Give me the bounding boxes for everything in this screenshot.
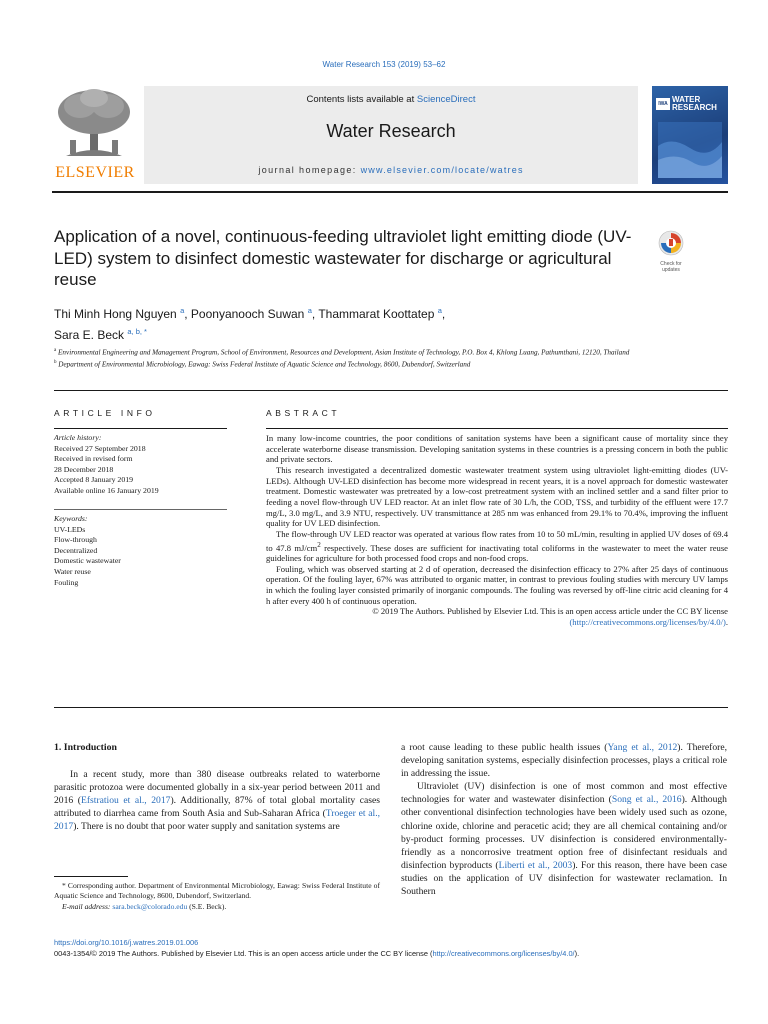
journal-name: Water Research (326, 121, 456, 141)
author-1[interactable]: Thi Minh Hong Nguyen $^a$, (54, 306, 191, 321)
abstract-paragraph: The flow-through UV LED reactor was operated at various flow rates from 10 to 50 mL/min, resulting in applied UV doses of 69.4 to 47.8 $mJ/cm^2$ respectively. These doses are sufficient for inactivating total coliforms in the wastewater to meet the water reuse guidelines for agriculture for both processed food crops and non-food crops. (266, 528, 728, 564)
body-paragraph: In a recent study, more than 380 disease outbreaks related to waterborne parasitic protozoa were documented globally in a six-year period between 2011 and 2016 (Efstratiou et al., 2017). Additionally, 87% of total global mortality cases attributed to diarrhea came from South Asia and Sub-Saharan Africa (Troeger et al., 2017). There is no doubt that poor water supply and sanitation systems are (54, 769, 381, 833)
author-4[interactable]: Sara E. Beck $^{a, b, *}$ (54, 327, 147, 342)
masthead-rule (52, 191, 728, 193)
body-column-left (54, 768, 380, 833)
journal-cover-image[interactable] (652, 86, 728, 184)
abstract-heading: ABSTRACT (266, 408, 341, 418)
elsevier-tree-logo[interactable] (52, 86, 136, 184)
citation-link[interactable]: Efstratiou et al., 2017 (80, 795, 171, 807)
affiliation-b: $^b$ Department of Environmental Microbiology, Eawag: Swiss Federal Institute of Aquatic Science and Technology, 8600, Dubendorf, Switzerland (54, 359, 471, 369)
body-paragraph: a root cause leading to these public health issues (Yang et al., 2012). Therefore, developing sanitation systems, especially disinfection processes, plays a critical role in addressing the issue. (401, 742, 727, 780)
check-updates-label: Check for updates (660, 261, 682, 273)
footnote-email: E-mail address: sara.beck@colorado.edu (S.E. Beck). (62, 901, 227, 911)
footnote-rule (54, 876, 128, 877)
history-label: Article history: (54, 433, 102, 442)
article-history (54, 433, 234, 497)
abstract-body (266, 433, 728, 628)
license-link[interactable]: (http://creativecommons.org/licenses/by/4.0/) (569, 617, 726, 628)
keyword-item: UV-LEDs (54, 524, 86, 534)
section-heading-introduction: 1. Introduction (54, 742, 117, 753)
email-link[interactable]: sara.beck@colorado.edu (112, 901, 188, 911)
history-item: Accepted 8 January 2019 (54, 475, 134, 485)
abstract-paragraph: In many low-income countries, the poor conditions of sanitation systems have been a significant cause of mortality since they accelerate waterborne disease transmission. Developing sanitation systems in these countries is a pressing concern in both the public and private sectors. (266, 433, 728, 465)
journal-homepage-line: journal homepage: www.elsevier.com/locate/watres (258, 165, 524, 175)
article-title: Application of a novel, continuous-feeding ultraviolet light emitting diode (UV-LED) system to disinfect domestic wastewater for discharge or agricultural reuse (54, 227, 632, 289)
affiliation-a: $^a$ Environmental Engineering and Management Program, School of Environment, Resources and Development, Asian Institute of Technology, P.O. Box 4, Khlong Luang, Pathumthani, 12120, Thailand (54, 348, 630, 357)
article-info-divider (54, 509, 227, 510)
author-3[interactable]: Thammarat Koottatep $^a$, (318, 306, 446, 321)
citation-link[interactable]: Liberti et al., 2003 (498, 859, 573, 871)
contents-line: Contents lists available at ScienceDirect (306, 94, 476, 105)
cover-pattern-icon (652, 86, 728, 184)
issn-line: 0043-1354/© 2019 The Authors. Published by Elsevier Ltd. This is an open access article under the CC BY license (http://creativecommons.org/licenses/by/4.0/). (54, 948, 580, 958)
page-footer (54, 938, 728, 959)
author-2[interactable]: Poonyanooch Suwan $^a$, (190, 306, 319, 321)
tree-icon (52, 86, 136, 162)
keywords (54, 514, 234, 588)
doi-link[interactable]: https://doi.org/10.1016/j.watres.2019.01.006 (54, 938, 199, 947)
abstract-paragraph: Fouling, which was observed starting at 2 d of operation, decreased the disinfection efficacy to 27% after 25 days of continuous operation. Of the fouling layer, 67% was attributed to organic matter, in contrast to previous fouling studies with mercury UV lamps in which the fouling layer consisted primarily of inorganic compounds. The fouling was reversed by off-line citric acid cleaning for 4 h after every 400 h of continuous operation. (266, 563, 728, 606)
abstract-license: © 2019 The Authors. Published by Elsevier Ltd. This is an open access article under the CC BY license (http://creativecommons.org/licenses/by/4.0/). (372, 606, 728, 628)
keyword-item: Flow-through (54, 535, 97, 545)
citation-link[interactable]: Troeger et al., 2017 (54, 808, 380, 833)
history-item: 28 December 2018 (54, 464, 114, 474)
article-info-heading: ARTICLE INFO (54, 408, 156, 418)
footnote-corresponding: * Corresponding author. Department of Environmental Microbiology, Eawag: Swiss Federal Institute of Aquatic Science and Technology, 8600, Dubendorf, Switzerland. (54, 881, 380, 901)
cover-title: WATER RESEARCH (672, 95, 717, 112)
history-item: Available online 16 January 2019 (54, 485, 159, 495)
keyword-item: Decentralized (54, 545, 98, 555)
masthead (52, 86, 728, 186)
abstract-end-rule (54, 707, 728, 708)
check-updates-icon (656, 230, 686, 256)
citation-link[interactable]: Song et al., 2016 (611, 794, 682, 806)
elsevier-wordmark: ELSEVIER (55, 164, 135, 181)
abstract-paragraph: This research investigated a decentralized domestic wastewater treatment system using ultraviolet light-emitting diodes (UV-LEDs). Although UV-LED disinfection has become more widespread in recent years, it is a novel approach for domestic wastewater treatment. Domestic wastewater was pretreated by a low-cost pretreatment system with an inclined settler and a sand filter prior to feeding a novel flow-through UV LED reactor. At an inlet flow rate of 30 L/h, the COD, TSS, and turbidity of the effluent were 17.7 mg/L, 3.0 mg/L, and 3.9 NTU, respectively. UV transmittance at 285 nm was enhanced from 29.1% to 70.4%, improving the influent quality for UV LED disinfection. (266, 464, 728, 529)
iwa-badge: IWA (656, 98, 670, 110)
keyword-item: Fouling (54, 577, 79, 587)
citation-link[interactable]: Yang et al., 2012 (607, 742, 678, 753)
history-item: Received in revised form (54, 454, 133, 464)
keyword-item: Water reuse (54, 566, 91, 576)
body-paragraph: Ultraviolet (UV) disinfection is one of most common and most effective technologies for water and wastewater disinfection (Song et al., 2016). Although other conventional disinfection technologies have been widely used such as ozone, chlorine oxide, chlorine and peracetic acid; they are all chemical containing and/or by-product forming processes. UV disinfection is considered environmentally-friendly as a noncorrosive treatment option free of disinfectant residuals and disinfection byproducts (Liberti et al., 2003). For this reason, there have been case studies on the application of UV disinfection for wastewater reclamation. In Southern (401, 781, 727, 898)
body-column-right (401, 741, 727, 898)
affiliation-rule (54, 390, 728, 391)
journal-banner (144, 86, 638, 184)
keyword-item: Domestic wastewater (54, 556, 121, 566)
author-list (54, 302, 694, 344)
affiliations (54, 346, 694, 370)
keywords-label: Keywords: (54, 514, 88, 523)
journal-citation[interactable]: Water Research 153 (2019) 53–62 (322, 60, 446, 69)
history-item: Received 27 September 2018 (54, 443, 146, 453)
corresponding-author-footnote (54, 881, 380, 912)
footer-license-link[interactable]: http://creativecommons.org/licenses/by/4.0/ (432, 948, 575, 958)
abstract-rule (266, 428, 728, 429)
journal-homepage-link[interactable]: www.elsevier.com/locate/watres (360, 165, 524, 175)
check-for-updates-button[interactable] (652, 230, 690, 272)
article-info-rule (54, 428, 227, 429)
sciencedirect-link[interactable]: ScienceDirect (416, 94, 476, 105)
